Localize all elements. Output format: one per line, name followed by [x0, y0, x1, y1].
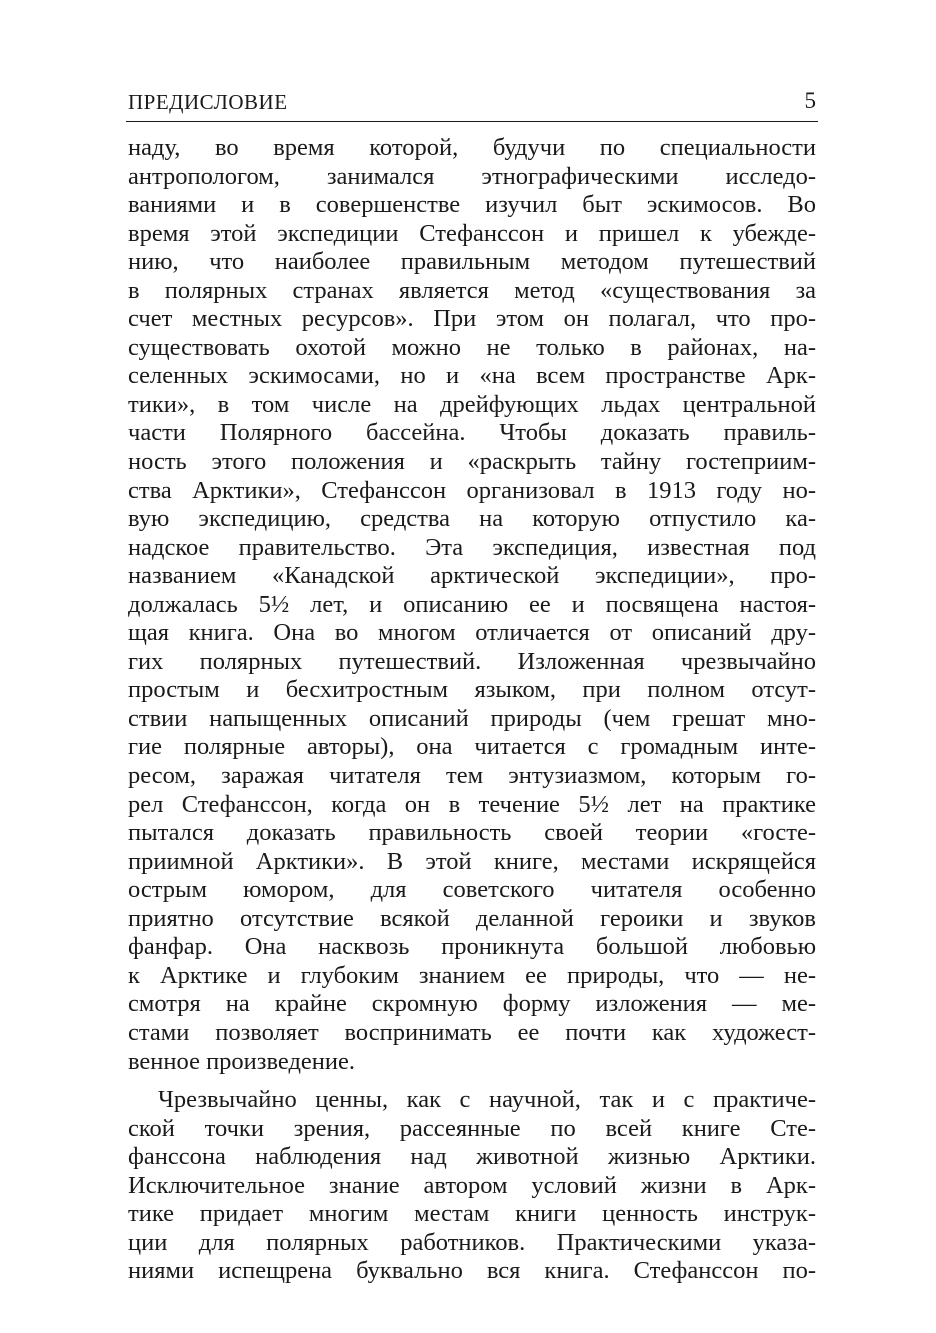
text-line: селенных эскимосами, но и «на всем пространстве Арк- [128, 362, 816, 390]
text-line: пытался доказать правильность своей теории «госте- [128, 819, 816, 847]
text-line: вую экспедицию, средства на которую отпустило ка- [128, 505, 816, 533]
page-number: 5 [804, 88, 816, 113]
text-line: щая книга. Она во многом отличается от описаний дру- [128, 619, 816, 647]
text-line: венное произведение. [128, 1047, 356, 1075]
text-line: ниями испещрена буквально вся книга. Стефанссон по- [128, 1257, 816, 1285]
text-line: ства Арктики», Стефанссон организовал в 1913 году но- [128, 476, 816, 504]
text-line: смотря на крайне скромную форму изложения — ме- [128, 990, 816, 1018]
text-line: наду, во время которой, будучи по специальности [128, 134, 816, 161]
text-line: надское правительство. Эта экспедиция, известная под [128, 533, 816, 561]
text-line: приятно отсутствие всякой деланной героики и звуков [128, 904, 816, 932]
text-line: ваниями и в совершенстве изучил быт эскимосов. Во [128, 191, 816, 219]
text-line: гие полярные авторы), она читается с громадным инте- [128, 733, 816, 761]
text-line: рел Стефанссон, когда он в течение 5½ лет на практике [128, 790, 816, 818]
paragraph-1 [128, 134, 816, 1076]
text-line: Чрезвычайно ценны, как с научной, так и с практиче- [158, 1086, 816, 1114]
text-line: ции для полярных работников. Практическими указа- [128, 1228, 816, 1256]
running-head [128, 88, 816, 122]
text-line: стами позволяет воспринимать ее почти как художест- [128, 1018, 816, 1046]
text-line: ской точки зрения, рассеянные по всей книге Сте- [128, 1114, 816, 1142]
text-line: существовать охотой можно не только в районах, на- [128, 333, 816, 361]
running-title: ПРЕДИСЛОВИЕ [128, 90, 288, 114]
text-line: ность этого положения и «раскрыть тайну гостеприим- [128, 448, 816, 476]
text-line: фанфар. Она насквозь проникнута большой любовью [128, 933, 816, 961]
text-line: счет местных ресурсов». При этом он полагал, что про- [128, 305, 816, 333]
text-line: острым юмором, для советского читателя особенно [128, 876, 816, 904]
text-line: тики», в том числе на дрейфующих льдах центральной [128, 390, 816, 418]
text-line: тике придает многим местам книги ценность инструк- [128, 1200, 816, 1228]
text-line: нию, что наиболее правильным методом путешествий [128, 248, 816, 276]
paragraph-2 [128, 1086, 816, 1286]
text-line: в полярных странах является метод «существования за [128, 276, 816, 304]
text-line: должалась 5½ лет, и описанию ее и посвящена настоя- [128, 590, 816, 618]
paragraph-gap [128, 1076, 816, 1086]
text-line: приимной Арктики». В этой книге, местами искрящейся [128, 847, 816, 875]
text-line: к Арктике и глубоким знанием ее природы, что — не- [128, 961, 816, 989]
text-line: фанссона наблюдения над животной жизнью Арктики. [128, 1143, 816, 1171]
text-line: названием «Канадской арктической экспедиции», про- [128, 562, 816, 590]
body-text [128, 134, 816, 1286]
text-line: время этой экспедиции Стефанссон и пришел к убежде- [128, 219, 816, 247]
text-line: ствии напыщенных описаний природы (чем грешат мно- [128, 704, 816, 732]
text-line: Исключительное знание автором условий жизни в Арк- [128, 1171, 816, 1199]
text-line: ресом, заражая читателя тем энтузиазмом, которым го- [128, 762, 816, 790]
text-line: простым и бесхитростным языком, при полном отсут- [128, 676, 816, 704]
text-line: антропологом, занимался этнографическими исследо- [128, 162, 816, 190]
header-rule [126, 121, 818, 122]
text-line: гих полярных путешествий. Изложенная чрезвычайно [128, 647, 816, 675]
text-line: части Полярного бассейна. Чтобы доказать правиль- [128, 419, 816, 447]
